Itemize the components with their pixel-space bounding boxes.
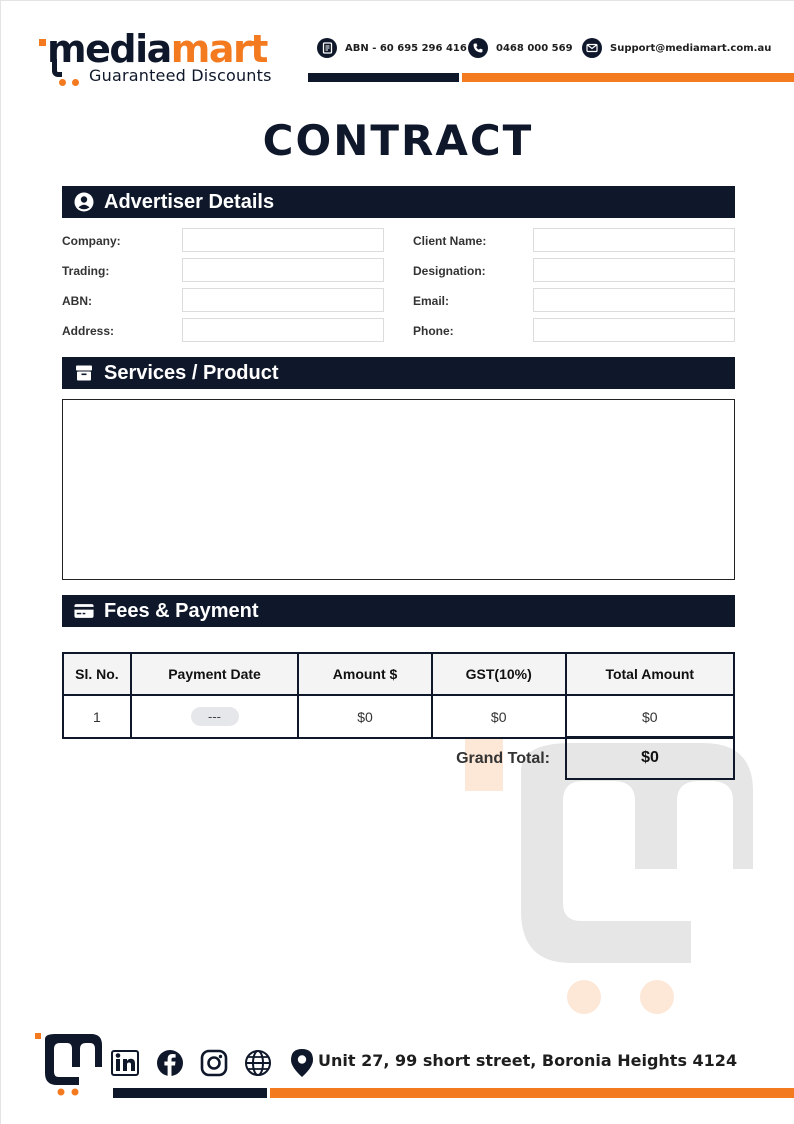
mail-icon xyxy=(582,38,602,58)
page-title: CONTRACT xyxy=(262,116,534,165)
designation-label: Designation: xyxy=(413,264,486,278)
fees-table xyxy=(62,652,735,739)
row-amount[interactable]: $0 xyxy=(298,695,432,738)
trading-label: Trading: xyxy=(62,264,110,278)
footer-bar-orange xyxy=(270,1088,794,1098)
company-label: Company: xyxy=(62,234,121,248)
abn-info: ABN - 60 695 296 416 xyxy=(317,38,467,58)
globe-icon[interactable] xyxy=(243,1048,273,1078)
row-sl-no: 1 xyxy=(63,695,131,738)
designation-field[interactable] xyxy=(533,258,735,282)
abn-field[interactable] xyxy=(182,288,384,312)
col-sl-no: Sl. No. xyxy=(63,653,131,695)
header-bar-navy xyxy=(308,73,459,82)
mediamart-logo: mediamart Guaranteed Discounts xyxy=(39,29,301,89)
address-field[interactable] xyxy=(182,318,384,342)
client-name-field[interactable] xyxy=(533,228,735,252)
row-gst: $0 xyxy=(432,695,566,738)
grand-total-label: Grand Total: xyxy=(456,750,550,767)
footer-address: Unit 27, 99 short street, Boronia Heights 4124 xyxy=(318,1051,738,1070)
phone-info: 0468 000 569 xyxy=(468,38,573,58)
col-total-amount: Total Amount xyxy=(566,653,734,695)
abn-label: ABN: xyxy=(62,294,92,308)
services-textarea[interactable] xyxy=(62,399,735,580)
footer-logo-mark xyxy=(35,1031,105,1097)
advertiser-details-header: Advertiser Details xyxy=(62,186,735,218)
linkedin-icon[interactable] xyxy=(111,1048,141,1078)
address-label: Address: xyxy=(62,324,115,338)
col-payment-date: Payment Date xyxy=(131,653,298,695)
client-name-label: Client Name: xyxy=(413,234,487,248)
payment-date-picker[interactable]: --- xyxy=(191,707,239,726)
header-bar-orange xyxy=(462,73,794,82)
fees-header: Fees & Payment xyxy=(62,595,735,627)
user-circle-icon xyxy=(74,192,94,212)
instagram-icon[interactable] xyxy=(199,1048,229,1078)
phone-field[interactable] xyxy=(533,318,735,342)
trading-field[interactable] xyxy=(182,258,384,282)
company-field[interactable] xyxy=(182,228,384,252)
services-header: Services / Product xyxy=(62,357,735,389)
table-row xyxy=(63,695,734,738)
col-amount: Amount $ xyxy=(298,653,432,695)
credit-card-icon xyxy=(74,601,94,621)
email-field[interactable] xyxy=(533,288,735,312)
grand-total-value: $0 xyxy=(565,736,735,780)
phone-icon xyxy=(468,38,488,58)
col-gst: GST(10%) xyxy=(432,653,566,695)
social-icons xyxy=(111,1048,317,1078)
location-pin-icon xyxy=(287,1048,317,1078)
email-info[interactable]: Support@mediamart.com.au xyxy=(582,38,771,58)
row-total: $0 xyxy=(566,695,734,738)
document-icon xyxy=(317,38,337,58)
facebook-icon[interactable] xyxy=(155,1048,185,1078)
phone-label: Phone: xyxy=(413,324,454,338)
email-label: Email: xyxy=(413,294,450,308)
brand-tagline: Guaranteed Discounts xyxy=(89,66,272,85)
footer-bar-navy xyxy=(113,1088,267,1098)
row-payment-date-cell xyxy=(131,695,298,738)
box-icon xyxy=(74,363,94,383)
